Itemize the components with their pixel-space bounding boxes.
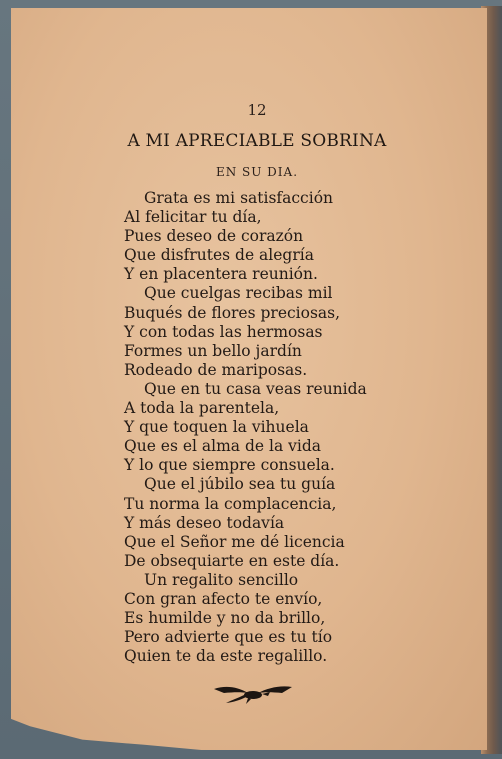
poem-line: Que el júbilo sea tu guía <box>144 475 336 494</box>
poem-subtitle: EN SU DIA. <box>215 165 299 179</box>
bird-ornament-icon <box>212 683 294 709</box>
poem-line: Buqués de flores preciosas, <box>124 303 341 322</box>
poem-line: Y que toquen la vihuela <box>124 418 309 437</box>
poem-line: Quien te da este regalillo. <box>124 647 328 666</box>
poem-line: Es humilde y no da brillo, <box>124 609 326 628</box>
poem-line: Con gran afecto te envío, <box>124 589 323 608</box>
poem-body <box>124 189 367 666</box>
poem-line: Y en placentera reunión. <box>124 265 318 284</box>
poem-line: Que en tu casa veas reunida <box>144 379 367 398</box>
poem-line: Pero advierte que es tu tío <box>124 628 333 647</box>
poem-line: Formes un bello jardín <box>124 341 302 360</box>
poem-title: A MI APRECIABLE SOBRINA <box>127 131 387 151</box>
poem-line: Al felicitar tu día, <box>124 208 262 227</box>
poem-line: Y más deseo todavía <box>124 513 285 532</box>
poem-line: A toda la parentela, <box>124 399 280 418</box>
poem-line: Un regalito sencillo <box>144 570 299 589</box>
poem-line: Grata es mi satisfacción <box>144 189 334 207</box>
poem-line: Que es el alma de la vida <box>124 437 321 456</box>
poem-line: Pues deseo de corazón <box>124 227 304 246</box>
poem-line: De obsequiarte en este día. <box>124 551 340 570</box>
page-number: 12 <box>247 101 267 119</box>
poem-line: Y con todas las hermosas <box>124 322 323 341</box>
poem-line: Que el Señor me dé licencia <box>124 532 345 551</box>
poem-line: Rodeado de mariposas. <box>124 360 308 379</box>
poem-line: Que cuelgas recibas mil <box>144 284 333 303</box>
poem-line: Tu norma la complacencia, <box>124 494 337 513</box>
poem-line: Y lo que siempre consuela. <box>124 456 335 475</box>
poem-line: Que disfrutes de alegría <box>124 246 314 265</box>
